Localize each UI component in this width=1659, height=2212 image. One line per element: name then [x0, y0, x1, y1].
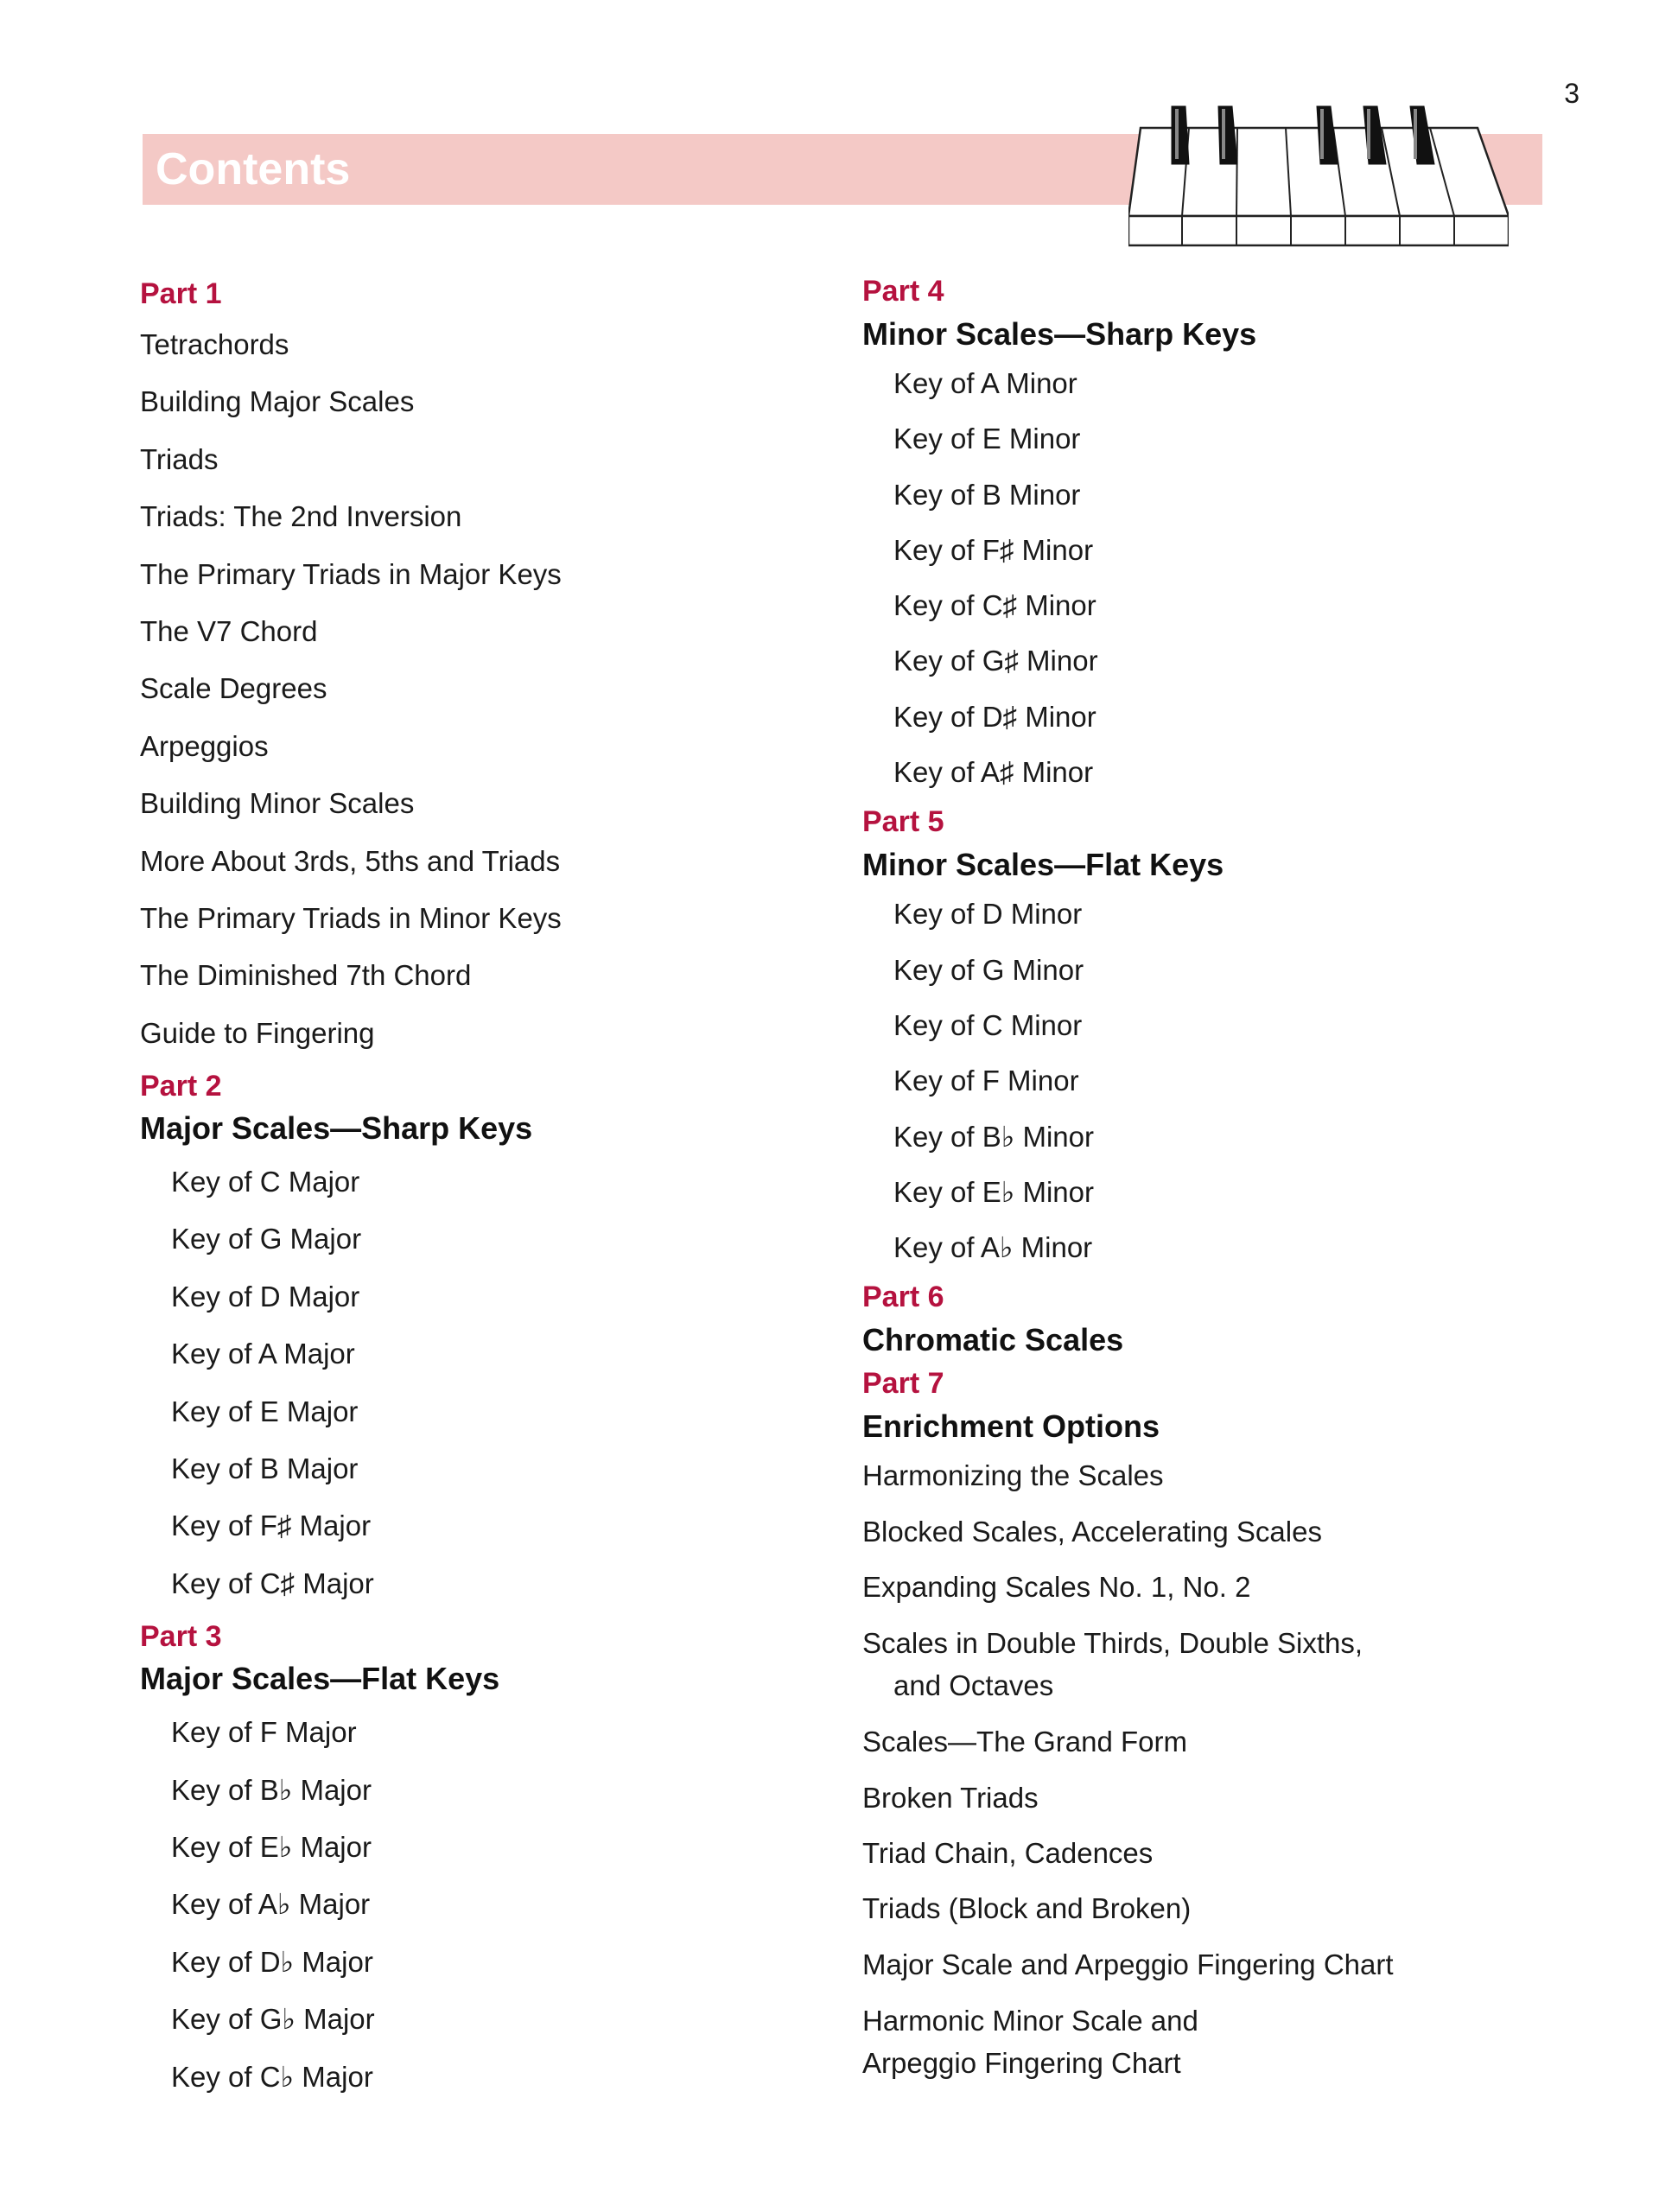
toc-item[interactable]: Key of C♭ Major: [171, 2060, 373, 2093]
toc-item[interactable]: Key of D♯ Minor: [893, 700, 1096, 733]
part-7-label: Part 7: [862, 1367, 944, 1401]
toc-item[interactable]: Key of A♭ Minor: [893, 1231, 1093, 1264]
toc-item[interactable]: Harmonizing the Scales: [862, 1459, 1164, 1492]
toc-item[interactable]: Expanding Scales No. 1, No. 2: [862, 1571, 1251, 1604]
toc-item[interactable]: Arpeggios: [140, 729, 269, 762]
toc-item-line: Scales in Double Thirds, Double Sixths,: [862, 1627, 1363, 1660]
toc-item[interactable]: Blocked Scales, Accelerating Scales: [862, 1515, 1322, 1548]
page-title: Contents: [156, 144, 351, 194]
part-3-label: Part 3: [140, 1620, 222, 1654]
toc-item[interactable]: Key of C Major: [171, 1166, 360, 1198]
toc-item[interactable]: The V7 Chord: [140, 614, 318, 647]
contents-right-column: [862, 270, 1536, 2092]
contents-left-column: [140, 270, 797, 2106]
toc-item[interactable]: Key of D Minor: [893, 898, 1083, 931]
toc-item[interactable]: Key of E Major: [171, 1395, 359, 1427]
toc-item[interactable]: Key of B♭ Minor: [893, 1120, 1094, 1153]
piano-keyboard-icon: [1128, 102, 1509, 247]
toc-item[interactable]: Key of C♯ Major: [171, 1567, 374, 1599]
toc-item[interactable]: Broken Triads: [862, 1781, 1039, 1814]
toc-item-multiline[interactable]: [862, 1993, 1536, 2092]
toc-item[interactable]: Key of G♯ Minor: [893, 645, 1098, 677]
part-1-label: Part 1: [140, 277, 222, 310]
toc-item[interactable]: Key of G♭ Major: [171, 2003, 375, 2036]
toc-item[interactable]: Key of G Major: [171, 1223, 362, 1255]
page-number: 3: [1564, 78, 1580, 109]
toc-item[interactable]: Key of B Major: [171, 1452, 359, 1485]
toc-item[interactable]: More About 3rds, 5ths and Triads: [140, 844, 561, 877]
part-7-title: Enrichment Options: [862, 1408, 1160, 1445]
toc-item[interactable]: Triad Chain, Cadences: [862, 1836, 1154, 1869]
toc-item[interactable]: Triads: [140, 442, 219, 475]
toc-item[interactable]: The Primary Triads in Minor Keys: [140, 901, 562, 934]
toc-item[interactable]: Key of F♯ Major: [171, 1510, 372, 1542]
toc-item[interactable]: Key of G Minor: [893, 953, 1084, 986]
toc-item[interactable]: Key of F Minor: [893, 1065, 1079, 1097]
toc-item[interactable]: Key of F Major: [171, 1716, 357, 1749]
toc-item[interactable]: Key of E Minor: [893, 423, 1081, 455]
part-5-label: Part 5: [862, 805, 944, 839]
toc-item[interactable]: Major Scale and Arpeggio Fingering Chart: [862, 1948, 1394, 1980]
toc-item[interactable]: Key of B Minor: [893, 478, 1081, 511]
toc-item[interactable]: Key of A♯ Minor: [893, 756, 1094, 789]
toc-item[interactable]: Key of F♯ Minor: [893, 533, 1094, 566]
toc-item[interactable]: Tetrachords: [140, 328, 289, 360]
toc-item[interactable]: Triads: The 2nd Inversion: [140, 500, 462, 533]
toc-item[interactable]: Key of E♭ Major: [171, 1830, 372, 1863]
part-6-title[interactable]: Chromatic Scales: [862, 1322, 1124, 1358]
toc-item-multiline[interactable]: [862, 1615, 1536, 1714]
part-2-title: Major Scales—Sharp Keys: [140, 1110, 533, 1147]
toc-item[interactable]: Key of A Major: [171, 1338, 355, 1370]
toc-item[interactable]: Key of C Minor: [893, 1008, 1083, 1041]
toc-item[interactable]: The Primary Triads in Major Keys: [140, 557, 562, 590]
toc-item[interactable]: Key of E♭ Minor: [893, 1175, 1094, 1208]
toc-item[interactable]: Building Minor Scales: [140, 787, 415, 820]
part-4-label: Part 4: [862, 275, 944, 308]
toc-item-line: Arpeggio Fingering Chart: [862, 2046, 1181, 2079]
part-4-title: Minor Scales—Sharp Keys: [862, 316, 1257, 352]
toc-item[interactable]: Triads (Block and Broken): [862, 1892, 1192, 1925]
toc-item[interactable]: Key of A Minor: [893, 367, 1077, 399]
toc-item[interactable]: Key of B♭ Major: [171, 1773, 372, 1806]
part-2-label: Part 2: [140, 1070, 222, 1103]
toc-item[interactable]: Key of D♭ Major: [171, 1945, 373, 1978]
toc-item[interactable]: Scale Degrees: [140, 672, 327, 705]
toc-item[interactable]: The Diminished 7th Chord: [140, 959, 472, 992]
toc-item[interactable]: Guide to Fingering: [140, 1016, 375, 1049]
toc-item-line: and Octaves: [893, 1669, 1054, 1702]
toc-item-line: Harmonic Minor Scale and: [862, 2004, 1198, 2037]
toc-item[interactable]: Building Major Scales: [140, 385, 415, 418]
part-6-label: Part 6: [862, 1281, 944, 1314]
toc-item[interactable]: Key of D Major: [171, 1280, 360, 1313]
part-5-title: Minor Scales—Flat Keys: [862, 847, 1224, 883]
toc-item[interactable]: Key of C♯ Minor: [893, 589, 1096, 622]
toc-item[interactable]: Key of A♭ Major: [171, 1888, 371, 1921]
toc-item[interactable]: Scales—The Grand Form: [862, 1726, 1187, 1758]
part-3-title: Major Scales—Flat Keys: [140, 1661, 500, 1697]
